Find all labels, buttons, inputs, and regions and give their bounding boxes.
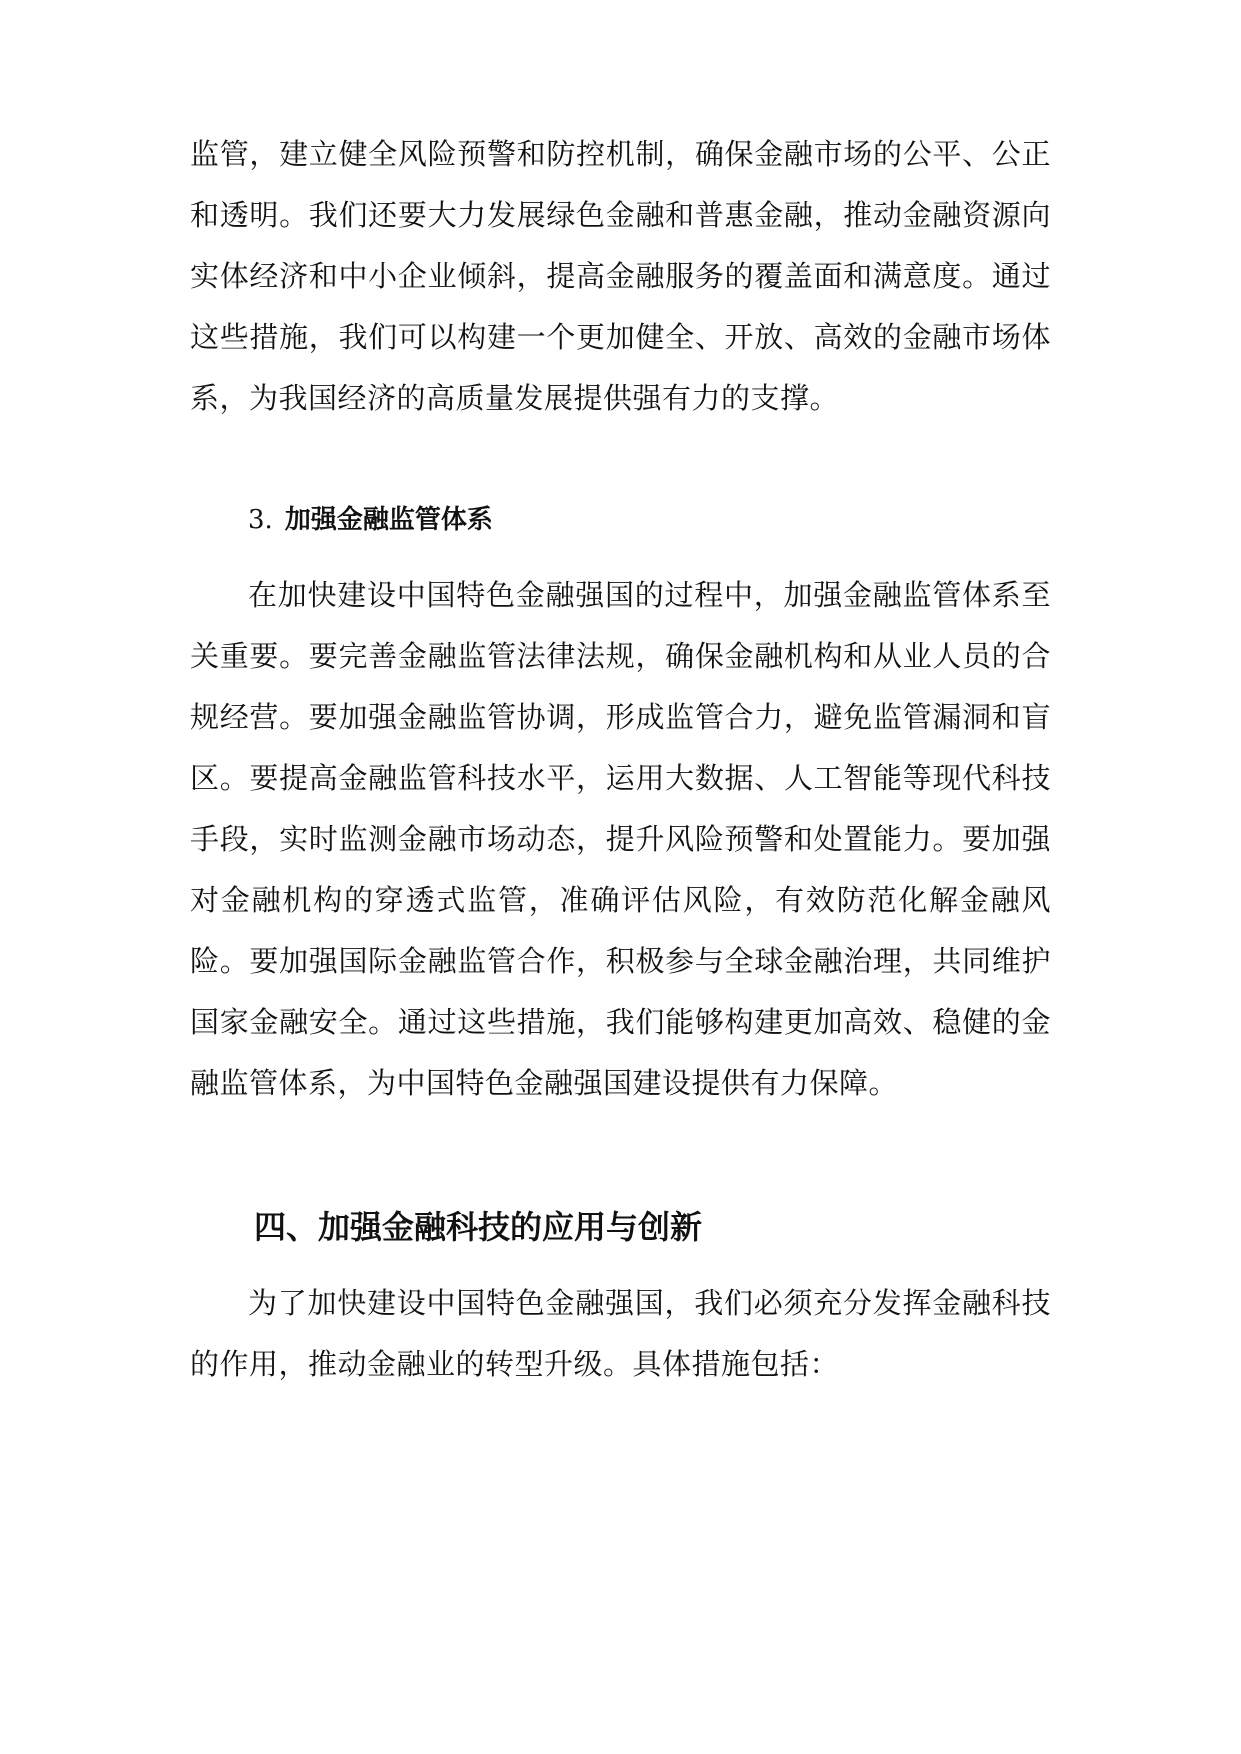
paragraph-financial-market: 监管，建立健全风险预警和防控机制，确保金融市场的公平、公正和透明。我们还要大力发展绿色金融和普惠金融，推动金融资源向实体经济和中小企业倾斜，提高金融服务的覆盖面和满意度。通过这些措施，我们可以构建一个更加健全、开放、高效的金融市场体系，为我国经济的高质量发展提供强有力的支撑。 xyxy=(190,137,1051,415)
section-number: 3. xyxy=(248,505,273,535)
section-heading-3 xyxy=(248,500,493,540)
paragraph-fintech-intro: 为了加快建设中国特色金融强国，我们必须充分发挥金融科技的作用，推动金融业的转型升级。具体措施包括： xyxy=(190,1286,1051,1381)
chapter-heading-four: 四、加强金融科技的应用与创新 xyxy=(254,1208,703,1246)
paragraph-financial-regulation: 在加快建设中国特色金融强国的过程中，加强金融监管体系至关重要。要完善金融监管法律法规，确保金融机构和从业人员的合规经营。要加强金融监管协调，形成监管合力，避免监管漏洞和盲区。要提高金融监管科技水平，运用大数据、人工智能等现代科技手段，实时监测金融市场动态，提升风险预警和处置能力。要加强对金融机构的穿透式监管，准确评估风险，有效防范化解金融风险。要加强国际金融监管合作，积极参与全球金融治理，共同维护国家金融安全。通过这些措施，我们能够构建更加高效、稳健的金融监管体系，为中国特色金融强国建设提供有力保障。 xyxy=(190,578,1051,1100)
section-title: 加强金融监管体系 xyxy=(284,505,493,535)
